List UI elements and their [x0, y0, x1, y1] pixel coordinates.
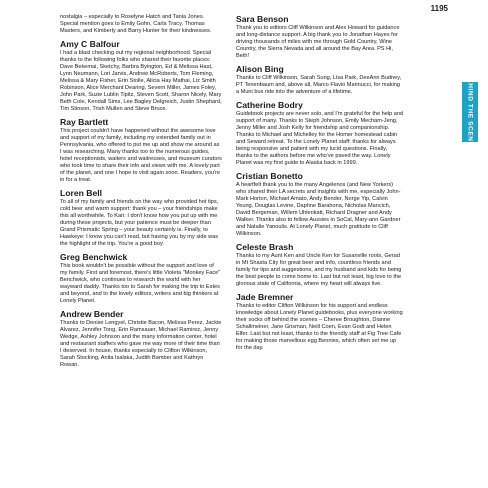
acknowledgement-entry — [60, 117, 222, 184]
section-side-tab — [462, 72, 478, 152]
author-name: Alison Bing — [236, 64, 284, 74]
author-name: Andrew Bender — [60, 309, 124, 319]
author-name: Catherine Bodry — [236, 100, 303, 110]
entry-text: Thanks to editor Clifton Wilkinson for his support and endless knowledge about Lonely Planet guidebooks, plus everyone working their socks off behind the scenes – Cheree Broughton, Dianne Schallmeiner, Jane Grisman, Neill Coen, Evan Godt and Helen Elfer. Last but not least, thanks to the friendly staff at Fig Tree Cafe for making those marvellous egg Bennies, which often set me up for the day. — [236, 303, 403, 351]
entry-text: To all of my family and friends on the way who provided hot tips, cold beer and warm support: thank you – your friendships make this all worthwhile. To Kari: I don't know how you put up with me during these projects, but your patience must be deeper than Grand Prismatic Spring – your beauty certainly is. Finally, to Hawkeye: I know you can't read, but having you by my side was the highlight of the trip. You're a good boy. — [60, 199, 219, 247]
entry-text: A heartfelt thank you to the many Angelenos (and New Yorkers) who shared their LA secrets and insights with me, especially John-Mark Horton, Michael Amato, Andy Bender, Norge Yip, Calvin Yeung, Douglas Levine, Daphne Barahona, Nicholas Mancich, David Bergeman, Willem Uhlenkatt, Richard Dragner and Andy Walker. Thanks also to fellow Aussies in SoCal, Mary-ann Gardner and Natalie Yanoulis. At Lonely Planet, much gratitude to Cliff Wilkinson. — [236, 182, 401, 237]
section-side-tab-label: BEHIND THE SCENES — [466, 72, 474, 152]
author-name: Jade Bremner — [236, 292, 294, 302]
entry-text: nostalgia – especially to Roselyne Hatch and Tania Jones. Special mention goes to Emily Gohn, Carla Tracy, Thomas Masters, and Kimberly and Barry Hunter for their kindnesses. — [60, 14, 212, 34]
entry-text: I had a blast checking out my regional neighborhood. Special thanks to the following folks who shared their favorite places: Dave Bekemai, Sketchy, Barbra Byington, Ed & Melissa Hast, Lynn Neumann, Lori Jarvis, Andrew McRoberts, Tom Fleming, Melissa & Mary Fisher, Erin Stolle, Alicia Hay Mathai, Liz Smith Robinson, Alice Merchant Dearing, Severn Miller, James Foley, John Park, Suzie Lublin Tipitz, Steven Scott, Sharon Nicely, Mary Beth Cole, Kendall Sims, Lee Bagley Delgreich, Justin Shephard, Tim Stinson, Trish Mullen and Steve Bruce. — [60, 50, 222, 112]
entry-text: Thanks to my Aunt Ken and Uncle Ken for Susanville roots, Gerad in Mt Shasta City for great beer and info, countless friends and family for tips and suggestions, and my husband and kids for being the best people to come home to. Last but not least, big love to the glorious state of California, where my heart will always live. — [236, 253, 402, 287]
entry-text: Guidebook projects are never solo, and I'm grateful for the help and support of many. Thanks to Steph Johnson, Emily Mecham-Jeng, Jenny Miller and Josh Kelly for friendship and companionship. Thanks to Michael and Michelley for the Homer homestead cabin and Seward retreat. To the Lonely Planet staff: thanks for always being responsive and patient with my lucid questions. Finally, thanks to the authors before me who've paved the way. Lonely Planet was my first guide to Alaska back in 1999. — [236, 111, 404, 166]
author-name: Loren Bell — [60, 188, 103, 198]
entry-text: Thank you to editors Cliff Wilkinson and Alex Howard for guidance and long-distance support. A big thank you to Jonathan Hayes for driving thousands of miles with me through Gold Country, Wine Country, the Sierra Nevada and all around the Bay Area. PS Hi, Beth! — [236, 25, 400, 59]
left-column — [60, 14, 222, 484]
page-number: 1195 — [430, 4, 448, 13]
right-column — [236, 14, 404, 484]
author-name: Ray Bartlett — [60, 117, 109, 127]
acknowledgement-entry — [236, 100, 404, 167]
author-name: Greg Benchwick — [60, 252, 128, 262]
author-name: Cristian Bonetto — [236, 171, 303, 181]
acknowledgement-entry — [236, 64, 404, 96]
author-name: Sara Benson — [236, 14, 289, 24]
entry-text: This project couldn't have happened without the awesome love and support of my family, including my extended family out in Pennsylvania, who offered to put me up and show me around as I was researching. Many thanks too to the numerous guides, hotel receptionists, waiters and waitresses, and museum curators who took time to share their info and views with me. A lovely part of the planet, and one I hope to visit again soon. Readers, you're in for a treat. — [60, 128, 222, 183]
acknowledgement-entry — [60, 39, 222, 113]
acknowledgement-entry — [60, 188, 222, 248]
entry-text: This book wouldn't be possible without the support and love of my family. First and foremost, there's little Violeta "Monkey Face" Benchwick, who continues to research the world with her wayward daddy. Thanks too to Sarah for making the trip to Estes and beyond, and to the lovely editors, writers and big thinkers at Lonely Planet. — [60, 263, 221, 304]
acknowledgement-entry — [60, 309, 222, 369]
acknowledgement-entry — [236, 292, 404, 352]
acknowledgement-entry — [236, 14, 404, 60]
acknowledgement-entry — [236, 242, 404, 288]
author-name: Amy C Balfour — [60, 39, 120, 49]
entry-text: Thanks to Denise Lengyel, Christie Bacon, Melissa Perez, Jackie Alvarez, Jennifer Tong, Erin Ramsauer, Michael Ramirez, Jenny Wedge, Ashley Johnson and the many information center, hotel and restaurant staffers who gave me way more of their time than I deserved. In house, thanks especially to Clifton Wilkinson, Sarah Stocking, Anita Isalska, Judith Bamber and Kathryn Rowan. — [60, 320, 222, 368]
acknowledgement-entry — [60, 14, 222, 35]
acknowledgement-entry — [236, 171, 404, 238]
author-name: Celeste Brash — [236, 242, 294, 252]
entry-text: Thanks to Cliff Wilkinson, Sarah Sung, Lisa Park, DeeAnn Budney, PT Tenenbaum and, above all, Marco Flavio Marinucci, for making a Muni bus ride into the adventure of a lifetime. — [236, 75, 402, 95]
acknowledgement-entry — [60, 252, 222, 305]
